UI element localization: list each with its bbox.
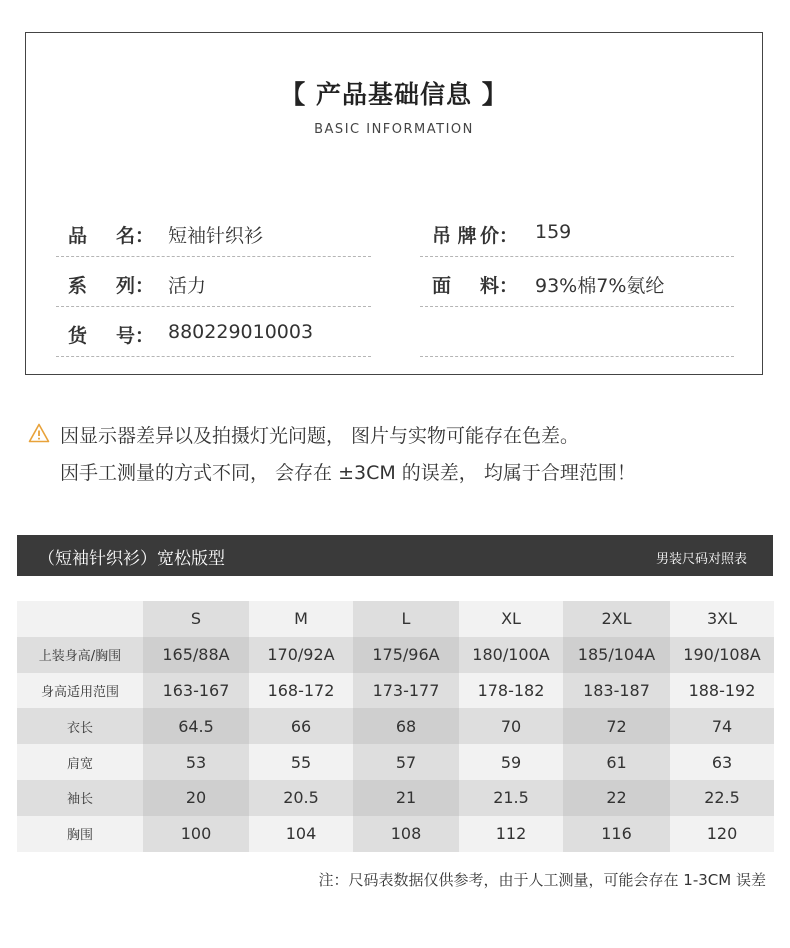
size-value-cell: 180/100A	[459, 637, 563, 673]
info-value-price: 159	[535, 221, 572, 243]
notice-line-2: 因手工测量的方式不同， 会存在 ±3CM 的误差， 均属于合理范围！	[60, 462, 636, 484]
row-label: 上装身高/胸围	[17, 637, 143, 673]
size-value-cell: 20	[143, 780, 249, 816]
size-column-header: 3XL	[670, 601, 774, 637]
table-row	[17, 744, 774, 780]
info-subtitle: BASIC INFORMATION	[314, 122, 474, 137]
info-value-name: 短袖针织衫	[168, 225, 264, 247]
info-label: 面	[432, 275, 452, 297]
row-label: 袖长	[17, 780, 143, 816]
row-label: 胸围	[17, 816, 143, 852]
size-chart-header	[17, 535, 773, 576]
size-value-cell: 173-177	[353, 673, 459, 709]
info-title: 【 产品基础信息 】	[280, 80, 508, 109]
table-row	[17, 780, 774, 816]
row-label: 身高适用范围	[17, 673, 143, 709]
info-label: 系	[68, 275, 88, 297]
size-value-cell: 183-187	[563, 673, 670, 709]
table-corner-cell	[17, 601, 143, 637]
size-value-cell: 64.5	[143, 708, 249, 744]
size-column-header: M	[249, 601, 353, 637]
size-chart-fit: （短袖针织衫）宽松版型	[38, 549, 225, 569]
info-value-fabric: 93%棉7%氨纶	[535, 275, 665, 297]
size-value-cell: 63	[670, 744, 774, 780]
info-row-fabric	[420, 257, 734, 307]
info-row-price	[420, 207, 734, 257]
notice-line-1: 因显示器差异以及拍摄灯光问题， 图片与实物可能存在色差。	[60, 425, 580, 447]
table-row	[17, 637, 774, 673]
size-value-cell: 104	[249, 816, 353, 852]
size-value-cell: 22.5	[670, 780, 774, 816]
table-row	[17, 816, 774, 852]
size-value-cell: 59	[459, 744, 563, 780]
size-value-cell: 165/88A	[143, 637, 249, 673]
size-value-cell: 55	[249, 744, 353, 780]
info-label: 号：	[115, 325, 154, 347]
size-value-cell: 66	[249, 708, 353, 744]
info-label: 吊 牌	[432, 225, 477, 247]
info-label: 品	[68, 225, 88, 247]
size-value-cell: 61	[563, 744, 670, 780]
size-value-cell: 188-192	[670, 673, 774, 709]
info-value-sku: 880229010003	[168, 321, 314, 343]
table-row	[17, 708, 774, 744]
size-value-cell: 170/92A	[249, 637, 353, 673]
info-label: 价：	[479, 225, 518, 247]
size-value-cell: 185/104A	[563, 637, 670, 673]
info-label: 料：	[479, 275, 518, 297]
size-value-cell: 108	[353, 816, 459, 852]
product-info-card	[25, 32, 763, 375]
size-value-cell: 72	[563, 708, 670, 744]
size-value-cell: 112	[459, 816, 563, 852]
info-row-series	[56, 257, 371, 307]
size-value-cell: 175/96A	[353, 637, 459, 673]
size-column-header: L	[353, 601, 459, 637]
size-column-header: 2XL	[563, 601, 670, 637]
info-row-empty	[420, 307, 734, 357]
size-value-cell: 22	[563, 780, 670, 816]
size-value-cell: 116	[563, 816, 670, 852]
info-row-sku	[56, 307, 371, 357]
table-header-row	[17, 601, 774, 637]
size-value-cell: 21	[353, 780, 459, 816]
info-label: 名：	[115, 225, 154, 247]
row-label: 肩宽	[17, 744, 143, 780]
info-label: 货	[68, 325, 88, 347]
size-value-cell: 20.5	[249, 780, 353, 816]
size-value-cell: 120	[670, 816, 774, 852]
row-label: 衣长	[17, 708, 143, 744]
info-row-name	[56, 207, 371, 257]
size-value-cell: 53	[143, 744, 249, 780]
info-value-series: 活力	[168, 275, 207, 297]
size-value-cell: 57	[353, 744, 459, 780]
size-value-cell: 163-167	[143, 673, 249, 709]
size-column-header: XL	[459, 601, 563, 637]
size-table	[17, 601, 774, 852]
size-value-cell: 21.5	[459, 780, 563, 816]
size-value-cell: 168-172	[249, 673, 353, 709]
size-value-cell: 178-182	[459, 673, 563, 709]
size-value-cell: 74	[670, 708, 774, 744]
size-chart-title: 男装尺码对照表	[655, 552, 747, 567]
size-value-cell: 68	[353, 708, 459, 744]
size-column-header: S	[143, 601, 249, 637]
size-value-cell: 100	[143, 816, 249, 852]
info-label: 列：	[115, 275, 154, 297]
size-value-cell: 70	[459, 708, 563, 744]
size-value-cell: 190/108A	[670, 637, 774, 673]
table-row	[17, 673, 774, 709]
warning-triangle-icon	[28, 423, 50, 443]
size-footnote: 注：尺码表数据仅供参考，由于人工测量，可能会存在 1-3CM 误差	[318, 871, 766, 889]
